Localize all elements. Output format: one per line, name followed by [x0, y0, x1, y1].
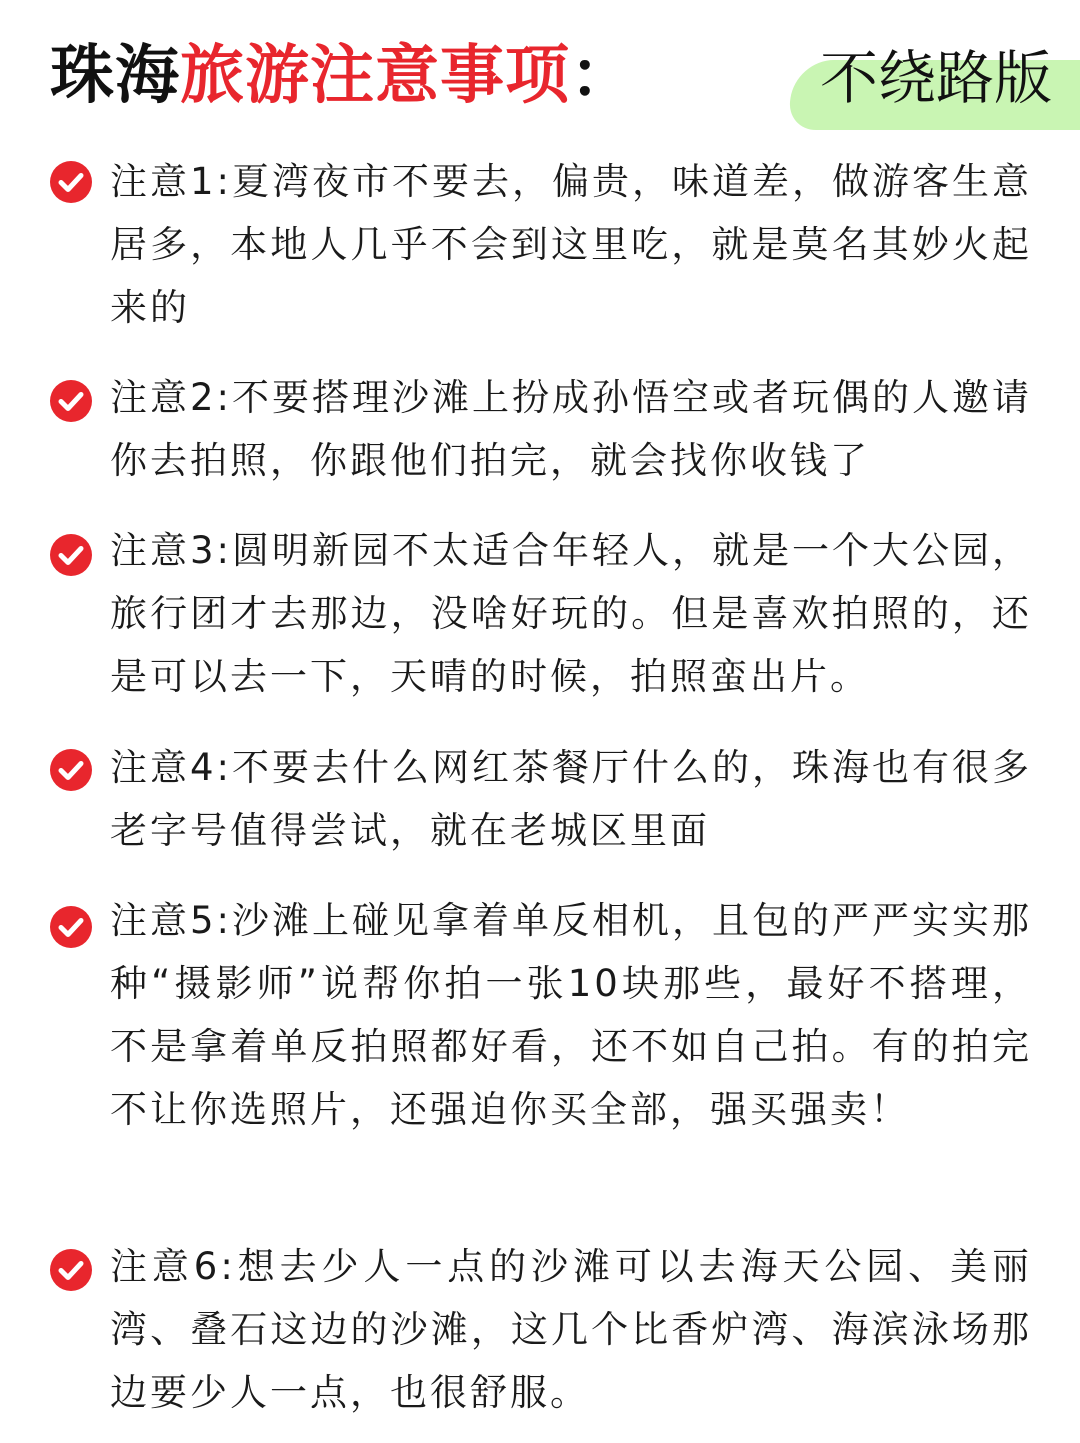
check-circle-icon: [50, 534, 92, 576]
tip-text-4: 注意4:不要去什么网红茶餐厅什么的，珠海也有很多老字号值得尝试，就在老城区里面: [110, 746, 1033, 852]
version-badge: [786, 42, 1080, 134]
check-circle-icon: [50, 161, 92, 203]
tip-text-2: 注意2:不要搭理沙滩上扮成孙悟空或者玩偶的人邀请你去拍照，你跟他们拍完，就会找你收钱了: [110, 376, 1033, 482]
tip-text-3: 注意3:圆明新园不太适合年轻人，就是一个大公园，旅行团才去那边，没啥好玩的。但是喜欢拍照的，还是可以去一下，天晴的时候，拍照蛮出片。: [110, 529, 1033, 698]
header: [0, 0, 1080, 140]
title-city: 珠海: [50, 39, 180, 113]
tip-item-2: [0, 366, 1080, 519]
tip-item-5: [0, 889, 1080, 1235]
title-colon: ：: [570, 39, 635, 113]
badge-label: 不绕路版: [820, 44, 1053, 112]
page-title: [50, 36, 635, 116]
check-circle-icon: [50, 906, 92, 948]
check-circle-icon: [50, 1249, 92, 1291]
tip-item-3: [0, 519, 1080, 736]
tip-item-6: [0, 1235, 1080, 1435]
check-circle-icon: [50, 749, 92, 791]
tip-item-4: [0, 736, 1080, 889]
tip-text-5: 注意5:沙滩上碰见拿着单反相机，且包的严严实实那种“摄影师”说帮你拍一张10块那些，最好不搭理，不是拿着单反拍照都好看，还不如自己拍。有的拍完不让你选照片，还强迫你买全部，强买强卖！: [110, 899, 1033, 1131]
title-topic: 旅游注意事项: [180, 39, 570, 113]
tip-text-1: 注意1:夏湾夜市不要去，偏贵，味道差，做游客生意居多，本地人几乎不会到这里吃，就是莫名其妙火起来的: [110, 160, 1033, 329]
tips-list: [0, 150, 1080, 1435]
tip-text-6: 注意6:想去少人一点的沙滩可以去海天公园、美丽湾、叠石这边的沙滩，这几个比香炉湾、海滨泳场那边要少人一点，也很舒服。: [110, 1245, 1032, 1414]
tip-item-1: [0, 150, 1080, 366]
check-circle-icon: [50, 380, 92, 422]
